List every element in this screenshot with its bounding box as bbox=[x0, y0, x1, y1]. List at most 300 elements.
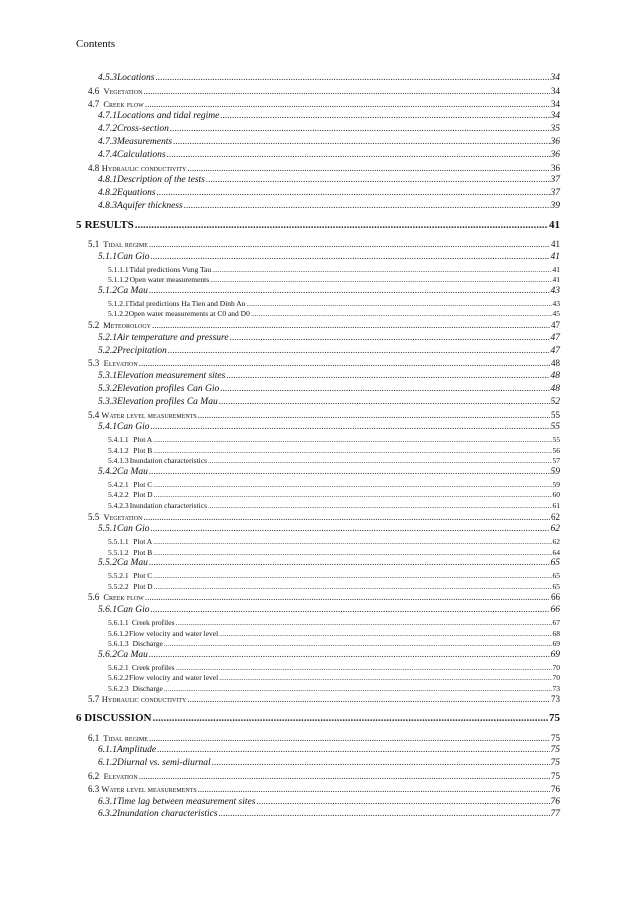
dot-leader bbox=[152, 712, 548, 724]
toc-entry[interactable] bbox=[76, 265, 560, 276]
dot-leader bbox=[164, 684, 552, 693]
toc-entry-page: 60 bbox=[552, 490, 560, 500]
toc-entry-page: 59 bbox=[550, 466, 560, 477]
dot-leader bbox=[135, 219, 548, 231]
toc-entry[interactable] bbox=[76, 512, 560, 525]
toc-entry-page: 41 bbox=[552, 275, 560, 285]
toc-entry-page: 48 bbox=[551, 358, 560, 369]
toc-entry-page: 65 bbox=[552, 581, 560, 591]
toc-entry[interactable] bbox=[76, 733, 560, 746]
toc-entry-number: 5.6.2.1 bbox=[108, 662, 129, 672]
toc-entry-number: 4.8.3 bbox=[98, 200, 117, 211]
toc-entry-page: 75 bbox=[551, 732, 560, 743]
toc-entry-page: 37 bbox=[550, 175, 560, 186]
toc-entry-page: 61 bbox=[552, 500, 560, 510]
toc-entry-title: Meteorology bbox=[103, 320, 152, 331]
toc-entry-number: 4.7.3 bbox=[98, 136, 117, 147]
toc-entry-page: 68 bbox=[552, 628, 560, 638]
toc-entry-number: 5.4.2.2 bbox=[108, 490, 129, 500]
toc-entry-number: 5.4.1 bbox=[98, 422, 117, 433]
toc-entry-title: Locations and tidal regime bbox=[117, 111, 220, 122]
toc-entry-title: Elevation bbox=[103, 770, 138, 781]
toc-entry-number: 5.4.2 bbox=[98, 466, 117, 477]
toc-entry[interactable] bbox=[76, 410, 560, 423]
dot-leader bbox=[210, 275, 551, 284]
toc-entry[interactable] bbox=[76, 548, 560, 559]
toc-entry-title: Plot C bbox=[133, 479, 153, 489]
toc-entry[interactable] bbox=[76, 163, 560, 176]
toc-entry-page: 64 bbox=[552, 547, 560, 557]
page-header: Contents bbox=[76, 38, 116, 50]
toc-entry-number: 5.5.1 bbox=[98, 524, 117, 535]
toc-entry-number: 5.4.1.3 bbox=[108, 456, 129, 466]
toc-entry-page: 37 bbox=[550, 188, 560, 199]
toc-entry-title: Creek flow bbox=[103, 98, 144, 109]
dot-leader bbox=[153, 435, 551, 444]
toc-entry[interactable] bbox=[76, 673, 560, 684]
toc-entry-number: 5.5.2.1 bbox=[108, 571, 129, 581]
toc-entry-title: Can Gio bbox=[117, 605, 150, 616]
toc-entry-page: 48 bbox=[550, 384, 560, 395]
toc-entry-number: 5.5.2 bbox=[98, 558, 117, 569]
dot-leader bbox=[208, 501, 551, 510]
toc-entry-number: 5.2.2 bbox=[98, 345, 117, 356]
toc-entry-number: 5.1 bbox=[88, 239, 100, 250]
dot-leader bbox=[153, 446, 551, 455]
toc-entry-number: 6.3.1 bbox=[98, 796, 117, 807]
toc-entry[interactable] bbox=[76, 490, 560, 501]
dot-leader bbox=[206, 175, 550, 185]
toc-entry[interactable] bbox=[76, 219, 560, 236]
toc-entry-page: 34 bbox=[550, 73, 560, 83]
toc-entry-page: 65 bbox=[550, 558, 560, 569]
toc-entry-number: 5.6.1.2 bbox=[108, 628, 129, 638]
dot-leader bbox=[219, 629, 551, 638]
toc-entry-number: 5.1.2.1 bbox=[108, 298, 129, 308]
toc-entry[interactable] bbox=[76, 650, 560, 663]
toc-entry-number: 6.1.1 bbox=[98, 745, 117, 756]
toc-entry-title: Equations bbox=[117, 188, 156, 199]
toc-entry-number: 5.6.2 bbox=[98, 649, 117, 660]
dot-leader bbox=[149, 286, 550, 296]
toc-entry-page: 52 bbox=[550, 396, 560, 407]
toc-entry-number: 5.5 bbox=[88, 511, 100, 522]
toc-entry-page: 35 bbox=[550, 124, 560, 135]
toc-entry-number: 5.4.2.1 bbox=[108, 479, 129, 489]
toc-entry-title: Flow velocity and water level bbox=[129, 628, 219, 638]
toc-entry-page: 62 bbox=[551, 511, 560, 522]
dot-leader bbox=[153, 480, 551, 489]
toc-entry-title: Cross-section bbox=[117, 124, 169, 135]
toc-entry[interactable] bbox=[76, 124, 560, 137]
toc-entry-title: Plot A bbox=[133, 435, 153, 445]
toc-entry-number: 5.6.1 bbox=[98, 605, 117, 616]
toc-entry-page: 75 bbox=[550, 745, 560, 756]
toc-entry-title: Open water measurements at C0 and D0 bbox=[128, 309, 250, 319]
toc-entry-number: 5 bbox=[76, 218, 82, 231]
toc-entry-number: 5.1.1 bbox=[98, 252, 117, 263]
toc-entry-number: 5.6.1.3 bbox=[108, 639, 129, 649]
toc-entry-title: Plot A bbox=[133, 537, 153, 547]
toc-entry[interactable] bbox=[76, 99, 560, 112]
toc-entry-title: Air temperature and pressure bbox=[117, 332, 229, 343]
toc-entry-title: Creek profiles bbox=[131, 662, 175, 672]
toc-entry[interactable] bbox=[76, 467, 560, 480]
dot-leader bbox=[154, 490, 552, 499]
toc-entry[interactable] bbox=[76, 371, 560, 384]
toc-entry-page: 69 bbox=[552, 639, 560, 649]
toc-entry-number: 5.4 bbox=[88, 409, 100, 420]
toc-entry-title: Water level measurements bbox=[101, 783, 197, 794]
toc-entry-title: Discharge bbox=[132, 639, 163, 649]
toc-entry-title: DISCUSSION bbox=[84, 712, 152, 725]
toc-entry-page: 66 bbox=[551, 592, 560, 603]
toc-entry-number: 4.7.4 bbox=[98, 149, 117, 160]
toc-entry-page: 34 bbox=[551, 85, 560, 96]
toc-entry-page: 75 bbox=[550, 758, 560, 769]
dot-leader bbox=[208, 456, 551, 465]
toc-entry-title: Can Gio bbox=[117, 524, 150, 535]
dot-leader bbox=[143, 512, 550, 522]
toc-entry-page: 73 bbox=[551, 694, 560, 705]
toc-entry-page: 75 bbox=[549, 712, 560, 725]
toc-entry-page: 62 bbox=[550, 524, 560, 535]
toc-entry-title: Amplitude bbox=[117, 745, 157, 756]
toc-entry-page: 39 bbox=[550, 200, 560, 211]
toc-entry[interactable] bbox=[76, 784, 560, 797]
toc-entry-title: Hydraulic conductivity bbox=[101, 162, 187, 173]
toc-entry-page: 76 bbox=[550, 796, 560, 807]
toc-entry-title: Elevation measurement sites bbox=[117, 371, 226, 382]
toc-entry-page: 47 bbox=[550, 345, 560, 356]
toc-entry-title: Measurements bbox=[117, 136, 173, 147]
dot-leader bbox=[220, 384, 549, 394]
toc-entry[interactable] bbox=[76, 809, 560, 822]
toc-entry-number: 4.7.1 bbox=[98, 111, 117, 122]
toc-entry[interactable] bbox=[76, 358, 560, 371]
dot-leader bbox=[143, 86, 550, 96]
toc-entry[interactable] bbox=[76, 456, 560, 467]
toc-entry-title: Inundation characteristics bbox=[129, 456, 208, 466]
toc-entry-title: Elevation bbox=[103, 358, 138, 369]
dot-leader bbox=[187, 163, 550, 173]
toc-entry-title: Elevation profiles Can Gio bbox=[117, 384, 220, 395]
dot-leader bbox=[251, 309, 552, 318]
dot-leader bbox=[149, 239, 550, 249]
dot-leader bbox=[154, 582, 552, 591]
toc-entry-title: Hydraulic conductivity bbox=[101, 694, 187, 705]
toc-entry-title: Description of the tests bbox=[117, 175, 205, 186]
toc-entry[interactable] bbox=[76, 239, 560, 252]
dot-leader bbox=[150, 422, 549, 432]
dot-leader bbox=[212, 758, 550, 768]
toc-entry-title: Tidal regime bbox=[103, 732, 148, 743]
dot-leader bbox=[219, 397, 550, 407]
toc-entry-page: 43 bbox=[552, 298, 560, 308]
toc-entry-number: 6.2 bbox=[88, 770, 100, 781]
toc-entry[interactable] bbox=[76, 684, 560, 695]
toc-entry[interactable] bbox=[76, 150, 560, 163]
toc-entry-title: Time lag between measurement sites bbox=[117, 796, 256, 807]
toc-entry[interactable] bbox=[76, 629, 560, 640]
toc-entry[interactable] bbox=[76, 618, 560, 629]
table-of-contents bbox=[76, 73, 560, 822]
toc-entry[interactable] bbox=[76, 299, 560, 310]
toc-entry[interactable] bbox=[76, 73, 560, 86]
dot-leader bbox=[153, 571, 551, 580]
toc-entry-title: Precipitation bbox=[117, 345, 167, 356]
toc-entry-number: 4.6 bbox=[88, 85, 100, 96]
toc-entry-number: 5.3.1 bbox=[98, 371, 117, 382]
toc-entry-number: 5.1.1.1 bbox=[108, 264, 129, 274]
toc-entry-page: 55 bbox=[551, 409, 560, 420]
toc-entry-title: Discharge bbox=[132, 683, 163, 693]
toc-entry[interactable] bbox=[76, 346, 560, 359]
toc-entry-page: 57 bbox=[552, 456, 560, 466]
toc-entry[interactable] bbox=[76, 605, 560, 618]
toc-entry[interactable] bbox=[76, 86, 560, 99]
toc-entry[interactable] bbox=[76, 175, 560, 188]
toc-entry-number: 4.8 bbox=[88, 162, 100, 173]
dot-leader bbox=[145, 592, 550, 602]
toc-entry-title: Tidal regime bbox=[103, 239, 148, 250]
dot-leader bbox=[187, 694, 550, 704]
toc-entry-page: 59 bbox=[552, 479, 560, 489]
dot-leader bbox=[219, 673, 551, 682]
dot-leader bbox=[230, 333, 550, 343]
toc-entry-page: 66 bbox=[550, 605, 560, 616]
toc-entry-page: 47 bbox=[551, 320, 560, 331]
toc-entry-title: RESULTS bbox=[84, 218, 134, 231]
toc-entry-title: Inundation characteristics bbox=[117, 809, 218, 820]
toc-entry[interactable] bbox=[76, 252, 560, 265]
toc-entry[interactable] bbox=[76, 694, 560, 707]
dot-leader bbox=[150, 524, 549, 534]
toc-entry-number: 5.7 bbox=[88, 694, 100, 705]
toc-entry-number: 5.4.1.2 bbox=[108, 445, 129, 455]
toc-entry-number: 6.1 bbox=[88, 732, 100, 743]
toc-entry-title: Water level measurements bbox=[101, 409, 197, 420]
dot-leader bbox=[220, 111, 549, 121]
dot-leader bbox=[226, 371, 549, 381]
toc-entry-page: 34 bbox=[551, 98, 560, 109]
dot-leader bbox=[170, 124, 550, 134]
toc-entry-page: 41 bbox=[549, 218, 560, 231]
dot-leader bbox=[139, 771, 550, 781]
toc-entry-title: Ca Mau bbox=[117, 649, 148, 660]
toc-entry[interactable] bbox=[76, 480, 560, 491]
toc-entry-number: 5.5.1.1 bbox=[108, 537, 129, 547]
dot-leader bbox=[153, 548, 551, 557]
toc-entry-title: Creek profiles bbox=[131, 617, 175, 627]
dot-leader bbox=[149, 650, 550, 660]
toc-entry-page: 36 bbox=[551, 162, 560, 173]
toc-entry-page: 43 bbox=[550, 286, 560, 297]
toc-entry-number: 5.5.1.2 bbox=[108, 547, 129, 557]
toc-entry-page: 65 bbox=[552, 571, 560, 581]
toc-entry-number: 5.3 bbox=[88, 358, 100, 369]
toc-entry[interactable] bbox=[76, 582, 560, 593]
toc-entry-number: 4.7.2 bbox=[98, 124, 117, 135]
toc-entry-title: Calculations bbox=[117, 149, 166, 160]
toc-entry-page: 47 bbox=[550, 332, 560, 343]
toc-entry-page: 36 bbox=[550, 136, 560, 147]
toc-entry-title: Plot D bbox=[133, 581, 153, 591]
dot-leader bbox=[173, 137, 549, 147]
toc-entry[interactable] bbox=[76, 592, 560, 605]
dot-leader bbox=[149, 733, 550, 743]
toc-entry-number: 5.2 bbox=[88, 320, 100, 331]
toc-entry-title: Tidal predictions Ha Tien and Dinh An bbox=[128, 298, 246, 308]
toc-entry-page: 76 bbox=[551, 783, 560, 794]
toc-entry-title: Inundation characteristics bbox=[129, 500, 208, 510]
dot-leader bbox=[198, 784, 550, 794]
dot-leader bbox=[198, 410, 550, 420]
toc-entry-page: 69 bbox=[550, 649, 560, 660]
toc-entry-number: 5.6.1.1 bbox=[108, 617, 129, 627]
toc-entry-number: 5.5.2.2 bbox=[108, 581, 129, 591]
toc-entry[interactable] bbox=[76, 286, 560, 299]
toc-entry[interactable] bbox=[76, 797, 560, 810]
toc-entry-page: 62 bbox=[552, 537, 560, 547]
dot-leader bbox=[168, 346, 550, 356]
dot-leader bbox=[150, 605, 549, 615]
dot-leader bbox=[150, 252, 549, 262]
toc-entry-page: 67 bbox=[552, 617, 560, 627]
toc-entry-page: 55 bbox=[552, 435, 560, 445]
toc-entry-title: Locations bbox=[117, 73, 155, 83]
toc-entry-number: 4.8.2 bbox=[98, 188, 117, 199]
dot-leader bbox=[256, 797, 549, 807]
toc-entry-page: 70 bbox=[552, 673, 560, 683]
toc-entry-title: Can Gio bbox=[117, 422, 150, 433]
toc-entry-title: Vegetation bbox=[103, 511, 143, 522]
toc-entry-title: Ca Mau bbox=[117, 286, 148, 297]
dot-leader bbox=[139, 358, 550, 368]
dot-leader bbox=[149, 467, 550, 477]
toc-entry[interactable] bbox=[76, 309, 560, 320]
toc-entry-page: 48 bbox=[550, 371, 560, 382]
toc-entry-page: 56 bbox=[552, 445, 560, 455]
dot-leader bbox=[184, 201, 550, 211]
toc-entry-number: 6.1.2 bbox=[98, 758, 117, 769]
toc-entry[interactable] bbox=[76, 422, 560, 435]
dot-leader bbox=[153, 537, 551, 546]
dot-leader bbox=[157, 745, 549, 755]
toc-entry-number: 4.8.1 bbox=[98, 175, 117, 186]
toc-entry-number: 4.5.3 bbox=[98, 73, 117, 83]
toc-entry[interactable] bbox=[76, 111, 560, 124]
toc-entry-number: 5.3.3 bbox=[98, 396, 117, 407]
toc-entry[interactable] bbox=[76, 384, 560, 397]
toc-entry-title: Plot C bbox=[133, 571, 153, 581]
toc-entry[interactable] bbox=[76, 137, 560, 150]
toc-entry-title: Vegetation bbox=[103, 85, 143, 96]
dot-leader bbox=[212, 265, 551, 274]
toc-entry-number: 5.6.2.3 bbox=[108, 683, 129, 693]
dot-leader bbox=[246, 299, 551, 308]
toc-entry-number: 6.3.2 bbox=[98, 809, 117, 820]
dot-leader bbox=[152, 320, 550, 330]
toc-entry[interactable] bbox=[76, 771, 560, 784]
toc-entry-number: 5.4.2.3 bbox=[108, 500, 129, 510]
toc-entry-number: 5.3.2 bbox=[98, 384, 117, 395]
toc-entry-title: Open water measurements bbox=[129, 275, 210, 285]
toc-entry-title: Can Gio bbox=[117, 252, 150, 263]
toc-entry-number: 6.3 bbox=[88, 783, 100, 794]
toc-entry-title: Plot B bbox=[133, 445, 153, 455]
toc-entry-number: 5.1.2 bbox=[98, 286, 117, 297]
toc-entry[interactable] bbox=[76, 333, 560, 346]
toc-entry-title: Ca Mau bbox=[117, 466, 148, 477]
toc-entry[interactable] bbox=[76, 537, 560, 548]
toc-entry[interactable] bbox=[76, 201, 560, 214]
toc-entry[interactable] bbox=[76, 663, 560, 674]
toc-entry-number: 5.1.2.2 bbox=[108, 309, 129, 319]
toc-entry[interactable] bbox=[76, 558, 560, 571]
dot-leader bbox=[149, 558, 550, 568]
toc-entry-page: 36 bbox=[550, 149, 560, 160]
toc-entry-number: 5.1.1.2 bbox=[108, 275, 129, 285]
toc-entry-title: Plot B bbox=[133, 547, 153, 557]
toc-entry-title: Diurnal vs. semi-diurnal bbox=[117, 758, 211, 769]
toc-entry[interactable] bbox=[76, 571, 560, 582]
toc-entry[interactable] bbox=[76, 275, 560, 286]
dot-leader bbox=[157, 188, 550, 198]
toc-entry-title: Ca Mau bbox=[117, 558, 148, 569]
toc-entry-title: Creek flow bbox=[103, 592, 144, 603]
toc-entry[interactable] bbox=[76, 524, 560, 537]
toc-entry[interactable] bbox=[76, 745, 560, 758]
toc-entry-number: 5.6 bbox=[88, 592, 100, 603]
toc-entry-page: 41 bbox=[550, 252, 560, 263]
toc-entry-page: 70 bbox=[552, 662, 560, 672]
dot-leader bbox=[219, 809, 550, 819]
dot-leader bbox=[167, 150, 550, 160]
toc-entry-number: 5.2.1 bbox=[98, 332, 117, 343]
toc-entry-page: 75 bbox=[551, 770, 560, 781]
toc-entry-title: Aquifer thickness bbox=[117, 200, 183, 211]
toc-entry-number: 5.4.1.1 bbox=[108, 435, 129, 445]
toc-entry-title: Plot D bbox=[133, 490, 153, 500]
toc-entry-page: 41 bbox=[551, 239, 560, 250]
dot-leader bbox=[176, 618, 552, 627]
toc-entry[interactable] bbox=[76, 501, 560, 512]
toc-entry[interactable] bbox=[76, 446, 560, 457]
toc-entry[interactable] bbox=[76, 758, 560, 771]
toc-entry-number: 4.7 bbox=[88, 98, 100, 109]
toc-entry[interactable] bbox=[76, 397, 560, 410]
dot-leader bbox=[164, 639, 552, 648]
toc-entry-title: Elevation profiles Ca Mau bbox=[117, 396, 218, 407]
toc-entry-page: 55 bbox=[550, 422, 560, 433]
toc-entry-title: Tidal predictions Vung Tau bbox=[129, 264, 212, 274]
toc-entry-page: 77 bbox=[550, 809, 560, 820]
toc-entry-page: 73 bbox=[552, 683, 560, 693]
dot-leader bbox=[155, 73, 549, 83]
toc-entry-page: 41 bbox=[552, 264, 560, 274]
toc-entry-page: 34 bbox=[550, 111, 560, 122]
toc-entry[interactable] bbox=[76, 639, 560, 650]
toc-entry-title: Flow velocity and water level bbox=[129, 673, 219, 683]
dot-leader bbox=[176, 663, 552, 672]
dot-leader bbox=[145, 99, 550, 109]
toc-entry[interactable] bbox=[76, 320, 560, 333]
toc-entry[interactable] bbox=[76, 188, 560, 201]
toc-entry[interactable] bbox=[76, 435, 560, 446]
toc-entry[interactable] bbox=[76, 712, 560, 729]
toc-entry-number: 5.6.2.2 bbox=[108, 673, 129, 683]
